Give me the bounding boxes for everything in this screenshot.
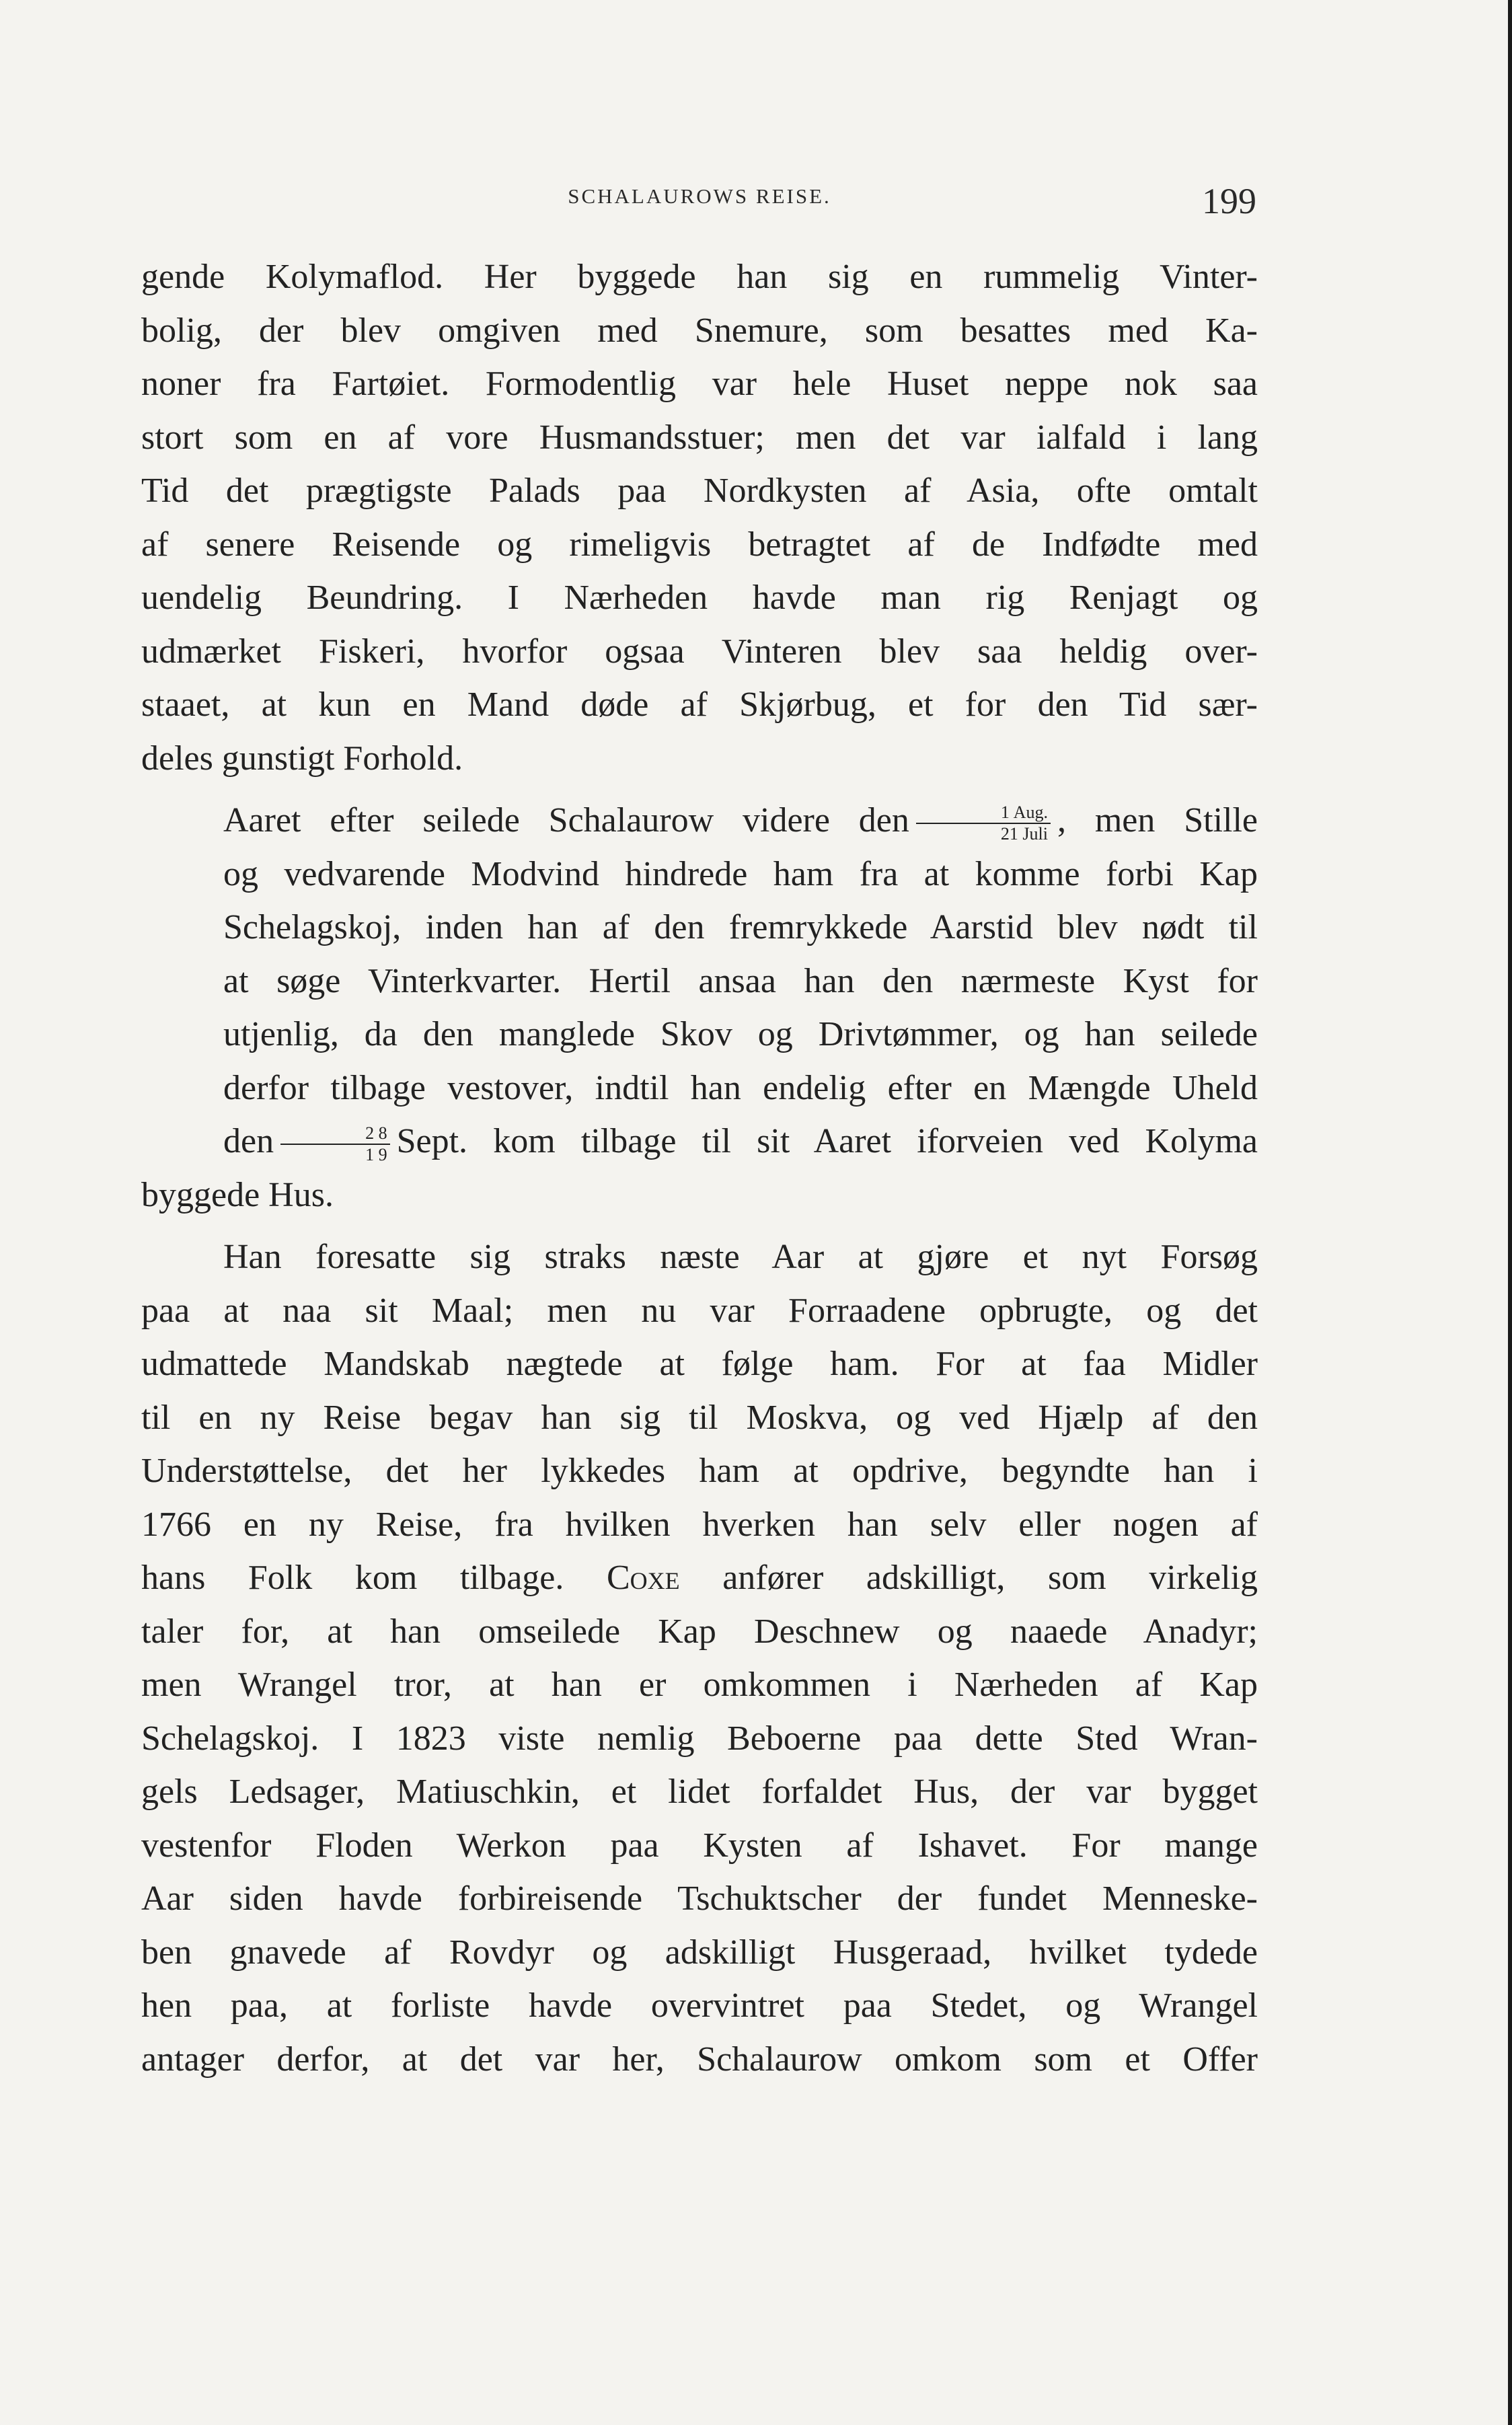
text-line: og vedvarende Modvind hindrede ham fra at komme forbi Kap [223, 854, 1258, 893]
paragraph-1 [141, 250, 1258, 785]
text-line: deles gunstigt Forhold. [141, 739, 463, 778]
text-line: noner fra Fartøiet. Formodentlig var hele Huset neppe nok saa [141, 365, 1258, 403]
text-segment: den [223, 1122, 274, 1160]
text-line: Schelagskoj, inden han af den fremrykkede Aarstid blev nødt til [223, 908, 1258, 946]
text-line: uendelig Beundring. I Nærheden havde man rig Renjagt og [141, 579, 1258, 617]
text-segment: Sept. kom tilbage til sit Aaret iforveien ved Kolyma [396, 1122, 1258, 1160]
text-line: taler for, at han omseilede Kap Deschnew og naaede Anadyr; [141, 1612, 1258, 1651]
fraction-denominator: 21 Juli [1000, 824, 1048, 844]
text-line: gels Ledsager, Matiuschkin, et lidet forfaldet Hus, der var bygget [141, 1773, 1258, 1811]
text-line: Understøttelse, det her lykkedes ham at opdrive, begyndte han i [141, 1452, 1258, 1490]
running-title: SCHALAUROWS REISE. [568, 184, 831, 208]
author-name: Coxe [606, 1559, 680, 1597]
text-line: bolig, der blev omgiven med Snemure, som besattes med Ka- [141, 311, 1258, 350]
paragraph-3 [141, 1230, 1258, 2086]
text-line: derfor tilbage vestover, indtil han endelig efter en Mængde Uheld [223, 1068, 1258, 1107]
text-line: til en ny Reise begav han sig til Moskva, og ved Hjælp af den [141, 1398, 1258, 1437]
text-line: gende Kolymaflod. Her byggede han sig en rummelig Vinter- [141, 258, 1258, 296]
text-line: antager derfor, at det var her, Schalaurow omkom som et Offer [141, 2040, 1258, 2079]
text-segment: hans Folk kom tilbage. [141, 1559, 564, 1597]
text-line: Aar siden havde forbireisende Tschuktscher der fundet Menneske- [141, 1879, 1258, 1918]
fraction-numerator: 1 Aug. [916, 803, 1051, 824]
fraction-denominator: 1 9 [365, 1145, 387, 1165]
text-line: men Wrangel tror, at han er omkommen i Nærheden af Kap [141, 1666, 1258, 1704]
text-segment: anfører adskilligt, som virkelig [722, 1559, 1258, 1597]
date-fraction [280, 1123, 390, 1165]
page-number: 199 [1202, 181, 1256, 221]
text-line: udmærket Fiskeri, hvorfor ogsaa Vinteren blev saa heldig over- [141, 632, 1258, 671]
text-line-with-date [141, 1115, 1258, 1168]
text-line-with-author [141, 1551, 1258, 1605]
text-line: af senere Reisende og rimeligvis betragtet af de Indfødte med [141, 525, 1258, 564]
text-line: byggede Hus. [141, 1175, 334, 1214]
page-header [141, 180, 1258, 234]
paragraph-2 [141, 794, 1258, 1222]
text-line: paa at naa sit Maal; men nu var Forraadene opbrugte, og det [141, 1291, 1258, 1330]
text-line: Schelagskoj. I 1823 viste nemlig Beboerne paa dette Sted Wran- [141, 1719, 1258, 1758]
text-line-with-date [141, 794, 1258, 848]
text-line: utjenlig, da den manglede Skov og Drivtømmer, og han seilede [223, 1015, 1258, 1053]
text-line: ben gnavede af Rovdyr og adskilligt Husgeraad, hvilket tydede [141, 1933, 1258, 1972]
text-line: Han foresatte sig straks næste Aar at gjøre et nyt Forsøg [223, 1238, 1258, 1276]
page-body [141, 250, 1258, 2095]
text-line: vestenfor Floden Werkon paa Kysten af Ishavet. For mange [141, 1826, 1258, 1865]
page-edge [1508, 0, 1512, 2425]
text-line: at søge Vinterkvarter. Hertil ansaa han den nærmeste Kyst for [223, 961, 1258, 1000]
text-line: udmattede Mandskab nægtede at følge ham. For at faa Midler [141, 1345, 1258, 1383]
text-line: stort som en af vore Husmandsstuer; men det var ialfald i lang [141, 418, 1258, 457]
text-segment: Aaret efter seilede Schalaurow videre den [223, 801, 909, 840]
text-line: hen paa, at forliste havde overvintret paa Stedet, og Wrangel [141, 1986, 1258, 2025]
text-line: staaet, at kun en Mand døde af Skjørbug, et for den Tid sær- [141, 685, 1258, 724]
text-segment: , men Stille [1057, 801, 1258, 840]
text-line: 1766 en ny Reise, fra hvilken hverken han selv eller nogen af [141, 1505, 1258, 1544]
fraction-numerator: 2 8 [280, 1123, 390, 1145]
text-line: Tid det prægtigste Palads paa Nordkysten af Asia, ofte omtalt [141, 472, 1258, 510]
date-fraction [916, 803, 1051, 844]
